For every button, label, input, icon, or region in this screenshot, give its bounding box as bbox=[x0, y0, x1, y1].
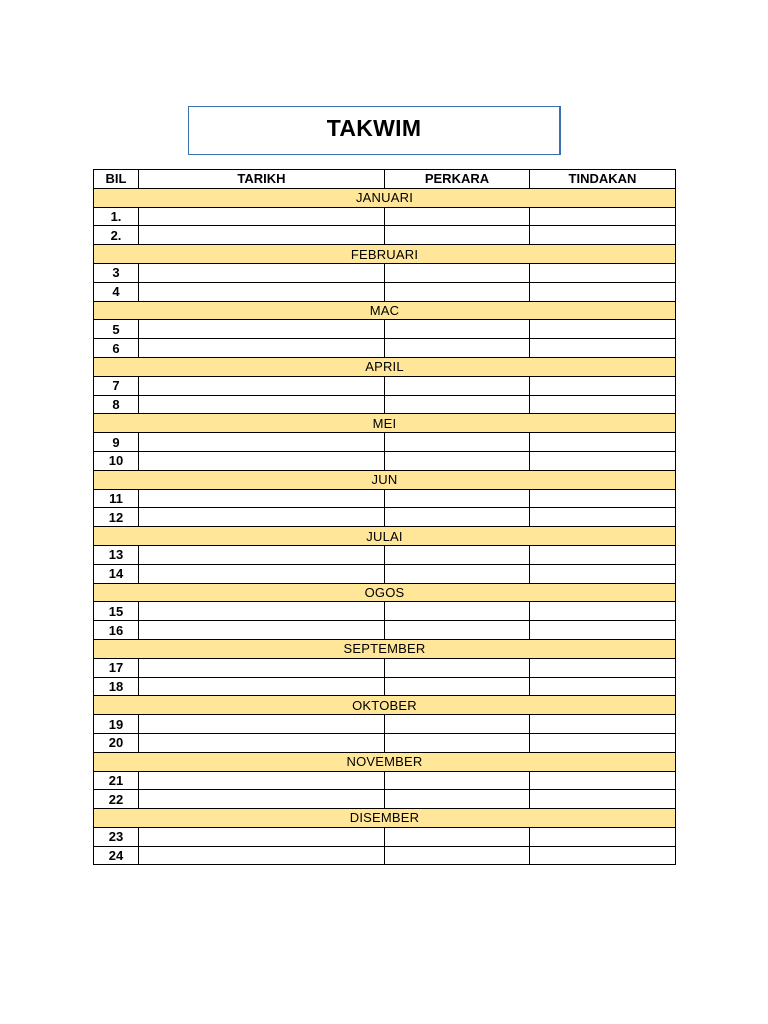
tindakan-cell[interactable] bbox=[530, 846, 676, 865]
tarikh-cell[interactable] bbox=[139, 451, 385, 470]
bil-cell: 1. bbox=[94, 207, 139, 226]
month-label: MEI bbox=[94, 414, 676, 433]
tindakan-cell[interactable] bbox=[530, 715, 676, 734]
perkara-cell[interactable] bbox=[385, 621, 530, 640]
perkara-cell[interactable] bbox=[385, 339, 530, 358]
perkara-cell[interactable] bbox=[385, 282, 530, 301]
tarikh-cell[interactable] bbox=[139, 508, 385, 527]
table-row bbox=[94, 677, 676, 696]
tindakan-cell[interactable] bbox=[530, 508, 676, 527]
bil-cell: 11 bbox=[94, 489, 139, 508]
table-row bbox=[94, 433, 676, 452]
table-row bbox=[94, 602, 676, 621]
month-row bbox=[94, 752, 676, 771]
table-row bbox=[94, 508, 676, 527]
page-title: TAKWIM bbox=[326, 115, 422, 141]
tarikh-cell[interactable] bbox=[139, 320, 385, 339]
tarikh-cell[interactable] bbox=[139, 282, 385, 301]
table-row bbox=[94, 320, 676, 339]
table-row bbox=[94, 395, 676, 414]
table-row bbox=[94, 226, 676, 245]
tindakan-cell[interactable] bbox=[530, 451, 676, 470]
tarikh-cell[interactable] bbox=[139, 771, 385, 790]
bil-cell: 24 bbox=[94, 846, 139, 865]
tindakan-cell[interactable] bbox=[530, 320, 676, 339]
month-row bbox=[94, 188, 676, 207]
month-label: DISEMBER bbox=[94, 809, 676, 828]
tarikh-cell[interactable] bbox=[139, 715, 385, 734]
tindakan-cell[interactable] bbox=[530, 207, 676, 226]
month-label: JUN bbox=[94, 470, 676, 489]
perkara-cell[interactable] bbox=[385, 508, 530, 527]
bil-cell: 16 bbox=[94, 621, 139, 640]
month-row bbox=[94, 639, 676, 658]
perkara-cell[interactable] bbox=[385, 489, 530, 508]
bil-cell: 20 bbox=[94, 733, 139, 752]
table-row bbox=[94, 376, 676, 395]
month-label: JANUARI bbox=[94, 188, 676, 207]
tindakan-cell[interactable] bbox=[530, 602, 676, 621]
perkara-cell[interactable] bbox=[385, 263, 530, 282]
bil-cell: 9 bbox=[94, 433, 139, 452]
header-row bbox=[94, 170, 676, 189]
perkara-cell[interactable] bbox=[385, 395, 530, 414]
tarikh-cell[interactable] bbox=[139, 263, 385, 282]
bil-cell: 18 bbox=[94, 677, 139, 696]
tarikh-cell[interactable] bbox=[139, 395, 385, 414]
tindakan-cell[interactable] bbox=[530, 433, 676, 452]
tindakan-cell[interactable] bbox=[530, 489, 676, 508]
tarikh-cell[interactable] bbox=[139, 846, 385, 865]
month-label: MAC bbox=[94, 301, 676, 320]
table-row bbox=[94, 733, 676, 752]
tindakan-cell[interactable] bbox=[530, 395, 676, 414]
table-row bbox=[94, 451, 676, 470]
tindakan-cell[interactable] bbox=[530, 226, 676, 245]
tarikh-cell[interactable] bbox=[139, 621, 385, 640]
takwim-body bbox=[94, 188, 676, 865]
tindakan-cell[interactable] bbox=[530, 621, 676, 640]
perkara-cell[interactable] bbox=[385, 207, 530, 226]
tarikh-cell[interactable] bbox=[139, 376, 385, 395]
tarikh-cell[interactable] bbox=[139, 602, 385, 621]
tarikh-cell[interactable] bbox=[139, 658, 385, 677]
tindakan-cell[interactable] bbox=[530, 339, 676, 358]
tindakan-cell[interactable] bbox=[530, 771, 676, 790]
perkara-cell[interactable] bbox=[385, 790, 530, 809]
bil-cell: 14 bbox=[94, 564, 139, 583]
tindakan-cell[interactable] bbox=[530, 827, 676, 846]
month-label: FEBRUARI bbox=[94, 245, 676, 264]
tarikh-cell[interactable] bbox=[139, 339, 385, 358]
tarikh-cell[interactable] bbox=[139, 433, 385, 452]
table-row bbox=[94, 207, 676, 226]
month-row bbox=[94, 527, 676, 546]
bil-cell: 7 bbox=[94, 376, 139, 395]
tarikh-cell[interactable] bbox=[139, 226, 385, 245]
bil-cell: 19 bbox=[94, 715, 139, 734]
perkara-cell[interactable] bbox=[385, 677, 530, 696]
perkara-cell[interactable] bbox=[385, 658, 530, 677]
table-row bbox=[94, 564, 676, 583]
table-row bbox=[94, 263, 676, 282]
header-tarikh: TARIKH bbox=[139, 170, 385, 189]
tarikh-cell[interactable] bbox=[139, 677, 385, 696]
table-row bbox=[94, 282, 676, 301]
perkara-cell[interactable] bbox=[385, 320, 530, 339]
month-row bbox=[94, 357, 676, 376]
tarikh-cell[interactable] bbox=[139, 207, 385, 226]
tarikh-cell[interactable] bbox=[139, 790, 385, 809]
bil-cell: 3 bbox=[94, 263, 139, 282]
bil-cell: 12 bbox=[94, 508, 139, 527]
title-box bbox=[188, 106, 561, 155]
table-row bbox=[94, 339, 676, 358]
month-label: JULAI bbox=[94, 527, 676, 546]
tindakan-cell[interactable] bbox=[530, 733, 676, 752]
month-label: OGOS bbox=[94, 583, 676, 602]
table-row bbox=[94, 545, 676, 564]
table-row bbox=[94, 715, 676, 734]
month-row bbox=[94, 414, 676, 433]
bil-cell: 21 bbox=[94, 771, 139, 790]
bil-cell: 23 bbox=[94, 827, 139, 846]
month-label: OKTOBER bbox=[94, 696, 676, 715]
header-perkara: PERKARA bbox=[385, 170, 530, 189]
perkara-cell[interactable] bbox=[385, 226, 530, 245]
perkara-cell[interactable] bbox=[385, 771, 530, 790]
tindakan-cell[interactable] bbox=[530, 658, 676, 677]
tindakan-cell[interactable] bbox=[530, 376, 676, 395]
bil-cell: 8 bbox=[94, 395, 139, 414]
table-row bbox=[94, 658, 676, 677]
bil-cell: 22 bbox=[94, 790, 139, 809]
bil-cell: 13 bbox=[94, 545, 139, 564]
month-row bbox=[94, 583, 676, 602]
bil-cell: 6 bbox=[94, 339, 139, 358]
tarikh-cell[interactable] bbox=[139, 489, 385, 508]
tindakan-cell[interactable] bbox=[530, 677, 676, 696]
bil-cell: 5 bbox=[94, 320, 139, 339]
header-bil: BIL bbox=[94, 170, 139, 189]
perkara-cell[interactable] bbox=[385, 715, 530, 734]
tarikh-cell[interactable] bbox=[139, 545, 385, 564]
header-tindakan: TINDAKAN bbox=[530, 170, 676, 189]
month-label: NOVEMBER bbox=[94, 752, 676, 771]
month-row bbox=[94, 809, 676, 828]
perkara-cell[interactable] bbox=[385, 733, 530, 752]
perkara-cell[interactable] bbox=[385, 376, 530, 395]
tarikh-cell[interactable] bbox=[139, 733, 385, 752]
perkara-cell[interactable] bbox=[385, 602, 530, 621]
perkara-cell[interactable] bbox=[385, 846, 530, 865]
bil-cell: 10 bbox=[94, 451, 139, 470]
perkara-cell[interactable] bbox=[385, 564, 530, 583]
tarikh-cell[interactable] bbox=[139, 564, 385, 583]
table-row bbox=[94, 771, 676, 790]
perkara-cell[interactable] bbox=[385, 433, 530, 452]
month-row bbox=[94, 245, 676, 264]
tindakan-cell[interactable] bbox=[530, 282, 676, 301]
month-row bbox=[94, 301, 676, 320]
takwim-table bbox=[93, 169, 676, 865]
tindakan-cell[interactable] bbox=[530, 263, 676, 282]
month-row bbox=[94, 470, 676, 489]
table-row bbox=[94, 790, 676, 809]
perkara-cell[interactable] bbox=[385, 545, 530, 564]
bil-cell: 2. bbox=[94, 226, 139, 245]
tindakan-cell[interactable] bbox=[530, 564, 676, 583]
month-label: SEPTEMBER bbox=[94, 639, 676, 658]
tindakan-cell[interactable] bbox=[530, 790, 676, 809]
table-row bbox=[94, 489, 676, 508]
tindakan-cell[interactable] bbox=[530, 545, 676, 564]
table-row bbox=[94, 846, 676, 865]
table-row bbox=[94, 827, 676, 846]
perkara-cell[interactable] bbox=[385, 827, 530, 846]
bil-cell: 15 bbox=[94, 602, 139, 621]
bil-cell: 4 bbox=[94, 282, 139, 301]
month-label: APRIL bbox=[94, 357, 676, 376]
tarikh-cell[interactable] bbox=[139, 827, 385, 846]
month-row bbox=[94, 696, 676, 715]
bil-cell: 17 bbox=[94, 658, 139, 677]
table-row bbox=[94, 621, 676, 640]
perkara-cell[interactable] bbox=[385, 451, 530, 470]
